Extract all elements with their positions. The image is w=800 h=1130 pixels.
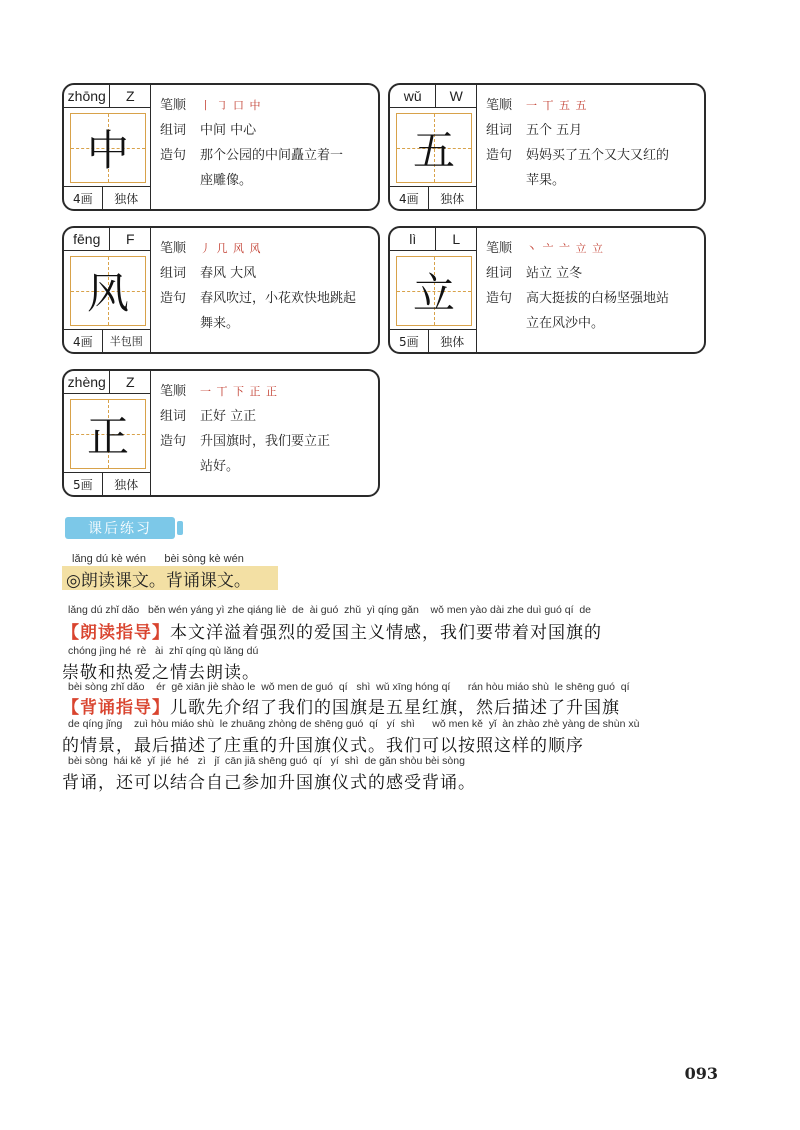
guide1-text-1: 本文洋溢着强烈的爱国主义情感，我们要带着对国旗的 [170,623,602,643]
sentence-label: 造句 [486,291,513,306]
stroke-count: 5画 [64,473,103,495]
sentence-label: 造句 [160,148,187,163]
structure: 半包围 [109,335,143,348]
words: 站立 立冬 [526,266,583,281]
guide2-line-3: 背诵，还可以结合自己参加升国旗仪式的感受背诵。 [62,773,476,793]
words-label: 组词 [160,266,187,281]
char-card-zheng [62,369,380,497]
pinyin: fēng [64,228,110,250]
sentence-line-1: 妈妈买了五个又大又红的 [526,148,670,163]
words-label: 组词 [160,123,187,138]
info-row [64,186,150,209]
guide2-pinyin-2: de qíng jǐng zuì hòu miáo shù le zhuāng zhòng de shēng guó qí yí shì wǒ men kě yǐ àn zhào zhè yàng de shùn xù [68,718,640,730]
stroke-count: 4画 [64,330,103,352]
guide2-line-1 [62,693,620,718]
order-label: 笔顺 [160,384,187,399]
order-label: 笔顺 [160,98,187,113]
info-row [64,329,150,352]
card-details [486,236,696,336]
card-details [160,93,370,193]
stroke-order: 一 丅 下 正 正 [200,385,278,398]
capital-letter: Z [125,88,135,104]
char-card-feng [62,226,380,354]
capital-letter: F [125,231,135,247]
words: 正好 立正 [200,409,257,424]
card-details [160,236,370,336]
exercise-title-text: 课后练习 [88,521,152,537]
words: 五个 五月 [526,123,583,138]
guide1-line-2: 崇敬和热爱之情去朗读。 [62,663,260,683]
words: 中间 中心 [200,123,257,138]
order-label: 笔顺 [160,241,187,256]
structure: 独体 [440,191,465,206]
tian-grid [70,113,146,183]
stroke-order: 一 丅 五 五 [526,99,588,112]
recite-guide-label: 【背诵指导】 [62,698,170,718]
char-card-li [388,226,706,354]
stroke-count: 4画 [64,187,103,209]
task-pinyin: lǎng dú kè wén bèi sòng kè wén [72,553,244,565]
character: 五 [412,126,455,175]
page-number: 093 [684,1064,718,1083]
capital-letter: Z [125,374,135,390]
capital-letter: W [449,88,463,104]
tian-grid [396,113,472,183]
words: 春风 大风 [200,266,257,281]
character: 中 [86,126,129,175]
guide2-line-2: 的情景，最后描述了庄重的升国旗仪式。我们可以按照这样的顺序 [62,736,584,756]
char-card-wu [388,83,706,211]
stroke-order: 丶 亠 亠 立 立 [526,242,604,255]
sentence-line-2: 立在风沙中。 [526,316,605,331]
sentence-line-1: 升国旗时，我们要立正 [200,434,331,449]
reading-guide-label: 【朗读指导】 [62,623,170,643]
pinyin: zhōng [64,85,110,107]
sentence-line-2: 舞来。 [200,316,240,331]
sentence-line-1: 高大挺拔的白杨坚强地站 [526,291,670,306]
capital-letter: L [452,231,461,247]
pinyin: lì [390,228,436,250]
sentence-line-2: 站好。 [200,459,240,474]
exercise-title [65,517,175,539]
stroke-count: 5画 [390,330,429,352]
sentence-label: 造句 [160,434,187,449]
card-details [160,379,370,479]
stroke-order: 丨 ㇆ 口 中 [200,99,262,112]
sentence-line-2: 座雕像。 [200,173,253,188]
character: 立 [412,269,455,318]
structure: 独体 [114,477,139,492]
guide2-pinyin-1: bèi sòng zhǐ dǎo ér gē xiān jiè shào le wǒ men de guó qí shì wǔ xīng hóng qí rán hòu miáo shù le shēng guó qí [68,681,630,693]
character: 风 [86,269,129,318]
structure: 独体 [440,334,465,349]
words-label: 组词 [160,409,187,424]
character: 正 [86,412,129,461]
structure: 独体 [114,191,139,206]
char-card-zhong [62,83,380,211]
order-label: 笔顺 [486,98,513,113]
tian-grid [70,256,146,326]
sentence-line-1: 春风吹过，小花欢快地跳起 [200,291,357,306]
sentence-label: 造句 [486,148,513,163]
title-decoration [177,521,183,535]
sentence-line-1: 那个公园的中间矗立着一 [200,148,344,163]
guide1-line-1 [62,618,602,643]
tian-grid [70,399,146,469]
tian-grid [396,256,472,326]
exercise-task: ◎朗读课文。背诵课文。 [62,566,278,590]
info-row [390,329,476,352]
pinyin: wǔ [390,85,436,107]
stroke-order: 丿 几 风 风 [200,242,262,255]
words-label: 组词 [486,266,513,281]
sentence-line-2: 苹果。 [526,173,566,188]
sentence-label: 造句 [160,291,187,306]
info-row [390,186,476,209]
guide1-pinyin-1: lǎng dú zhǐ dǎo běn wén yáng yì zhe qiáng liè de ài guó zhǔ yì qíng gǎn wǒ men yào dài zhe duì guó qí de [68,604,592,616]
stroke-count: 4画 [390,187,429,209]
info-row [64,472,150,495]
guide2-pinyin-3: bèi sòng hái kě yǐ jié hé zì jǐ cān jiā shēng guó qí yí shì de gǎn shòu bèi sòng [68,755,465,767]
order-label: 笔顺 [486,241,513,256]
guide2-text-1: 儿歌先介绍了我们的国旗是五星红旗，然后描述了升国旗 [170,698,620,718]
words-label: 组词 [486,123,513,138]
card-details [486,93,696,193]
pinyin: zhèng [64,371,110,393]
guide1-pinyin-2: chóng jìng hé rè ài zhī qíng qù lǎng dú [68,645,259,657]
